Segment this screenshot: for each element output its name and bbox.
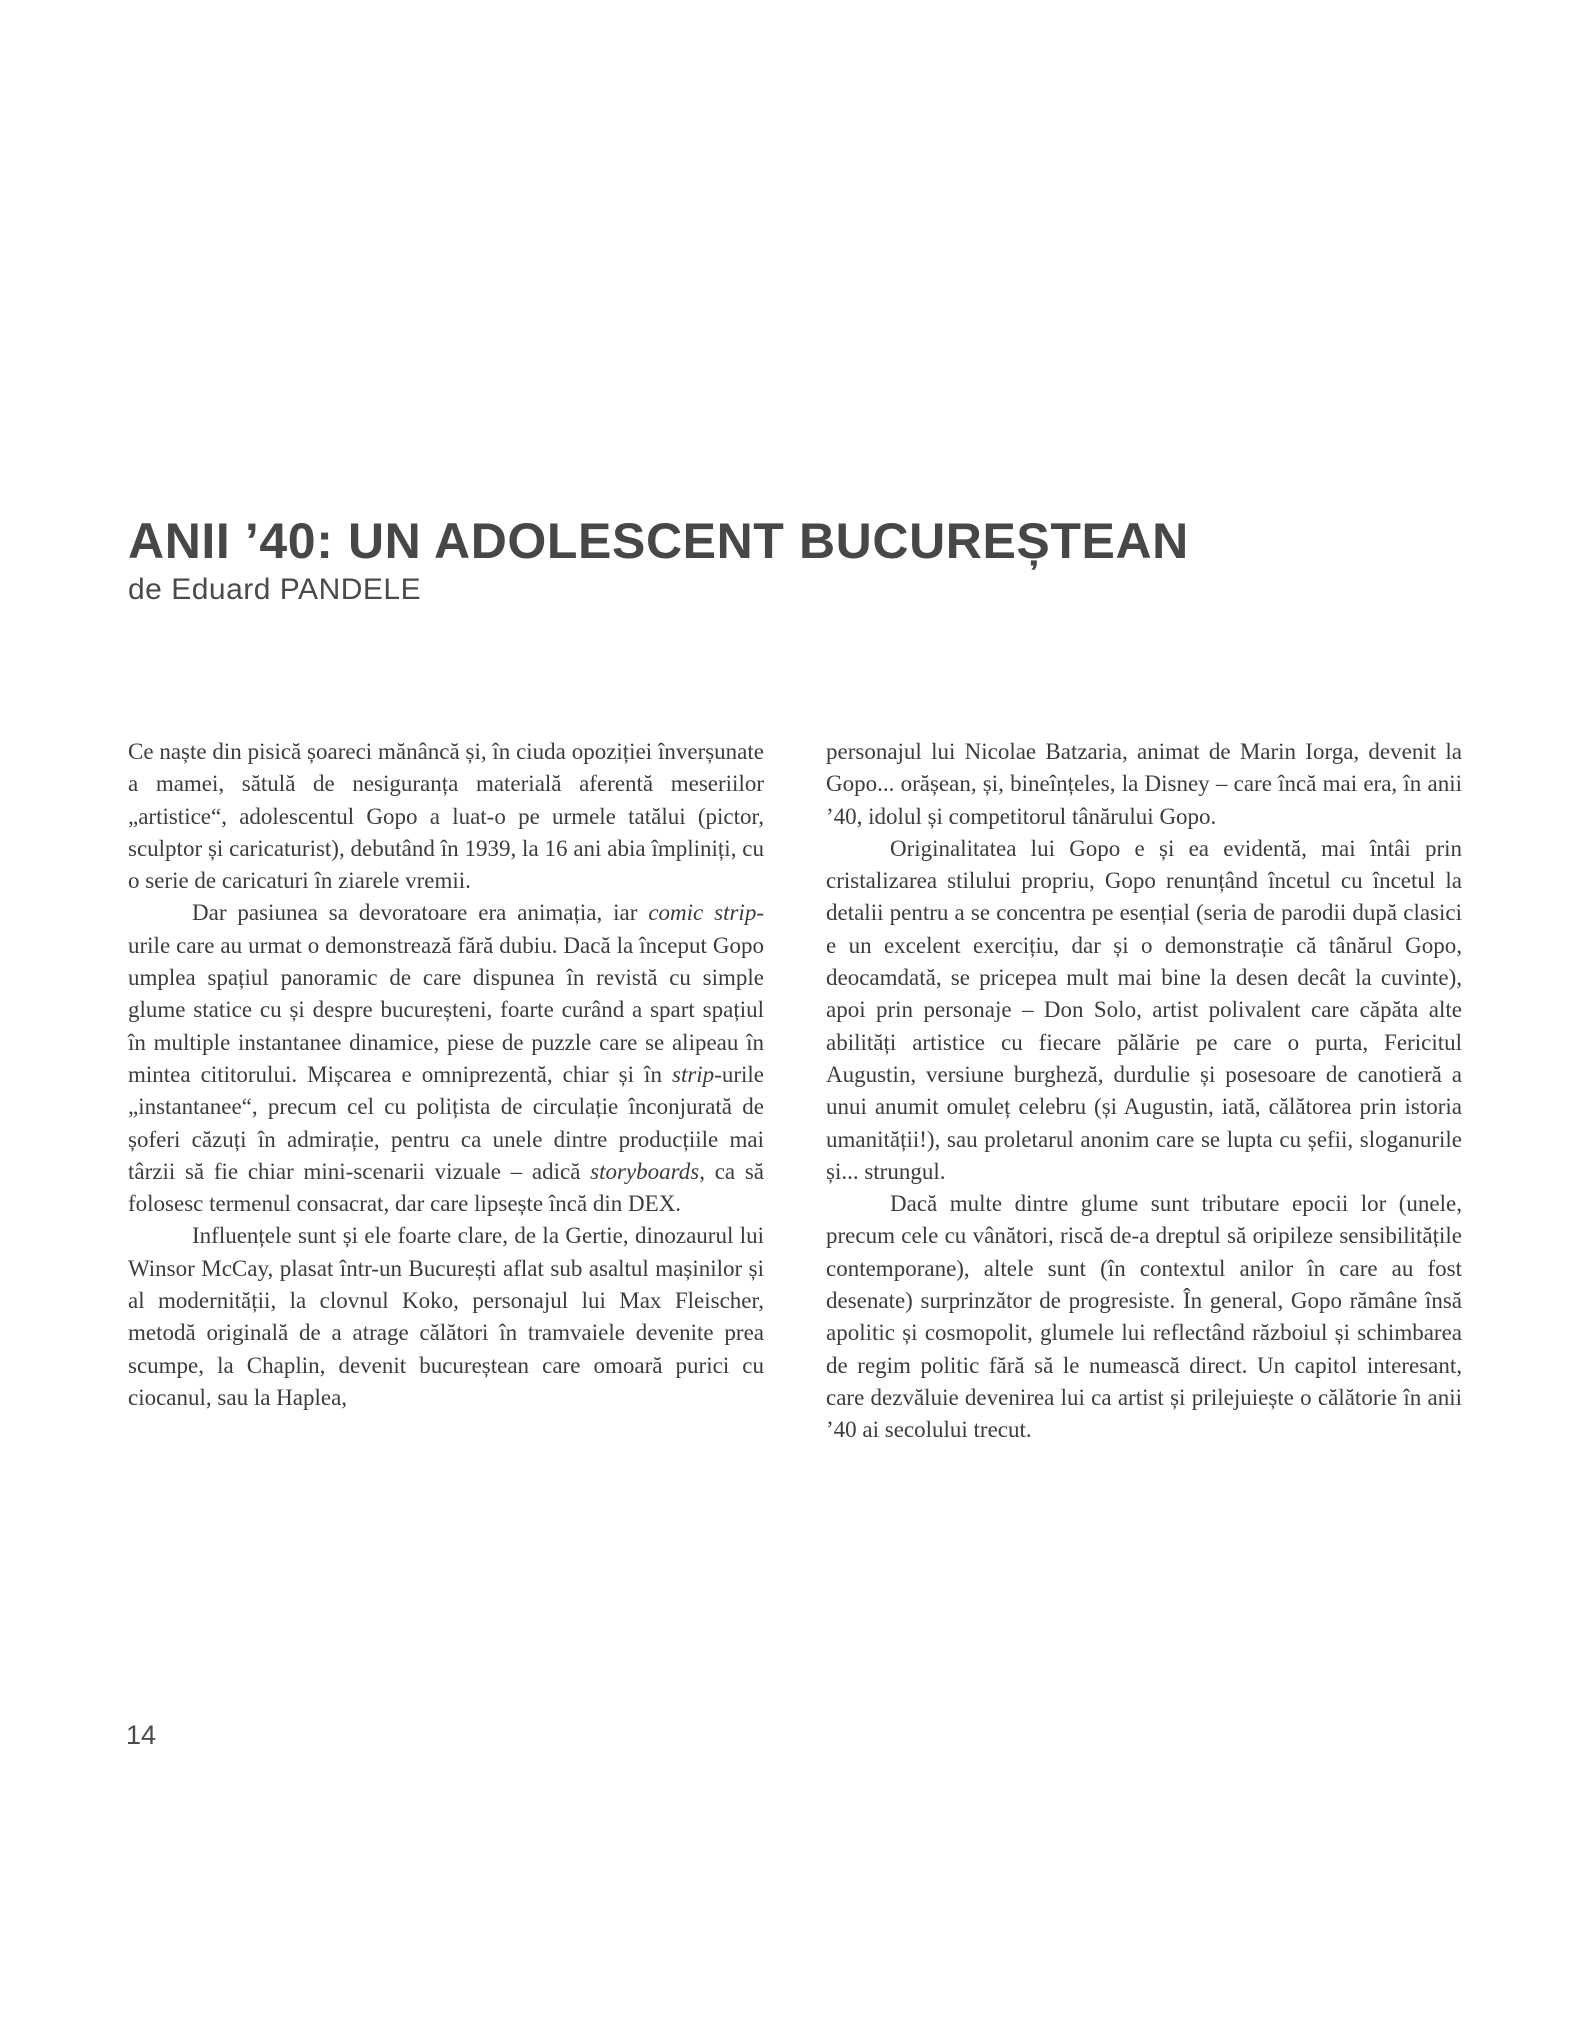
text-run: -urile „instantanee“, precum cel cu polițista de circulație înconjurată de șoferi căzuți în admirație, pentru ca unele dintre producțiile mai târzii să fie chiar mini-scenarii vizuale – adică xyxy=(128,1061,764,1184)
italic-term: storyboards xyxy=(590,1158,700,1184)
article-author: de Eduard PANDELE xyxy=(128,573,422,606)
text-run: , ca să folosesc termenul consacrat, dar care lipsește încă din DEX. xyxy=(128,1158,765,1217)
paragraph: Ce naște din pisică șoareci mănâncă și, în ciuda opoziției înverșunate a mamei, sătulă de nesiguranța materială aferentă meseriilor „artistice“, adolescentul Gopo a luat-o pe urmele tatălui (pictor, sculptor și caricaturist), debutând în 1939, la 16 ani abia împliniți, cu o serie de caricaturi în ziarele vremii. xyxy=(128,739,764,894)
article-title: ANII ’40: UN ADOLESCENT BUCUREȘTEAN xyxy=(128,513,1189,569)
italic-term: comic strip xyxy=(648,900,757,926)
text-run: -urile care au urmat o demonstrează fără dubiu. Dacă la început Gopo umplea spațiul panoramic de care dispunea în revistă cu simple glume statice cu și despre bucureșteni, foarte curând a spart spațiul în multiple instantanee dinamice, piese de puzzle care se alipeau în mintea cititorului. Mișcarea e omniprezentă, chiar și în xyxy=(128,900,764,1087)
italic-term: strip xyxy=(672,1061,715,1087)
paragraph: personajul lui Nicolae Batzaria, animat de Marin Iorga, devenit la Gopo... orășean, și, bineînțeles, la Disney – care încă mai era, în anii ’40, idolul și competitorul tânărului Gopo. xyxy=(826,739,1462,829)
text-column-left xyxy=(128,736,764,1414)
paragraph: Originalitatea lui Gopo e și ea evidentă, mai întâi prin cristalizarea stilului propriu, Gopo renunțând încetul cu încetul la detalii pentru a se concentra pe esențial (seria de parodii după clasici e un excelent exercițiu, dar și o demonstrație că tânărul Gopo, deocamdată, se pricepea mult mai bine la desen decât la cuvinte), apoi prin personaje – Don Solo, artist polivalent care căpăta alte abilități artistice cu fiecare pălărie pe care o purta, Fericitul Augustin, versiune burgheză, durdulie și posesoare de canotieră a unui anumit omuleț celebru (și Augustin, iată, călătorea prin istoria umanității!), sau proletarul anonim care se lupta cu șefii, sloganurile și... strungul. xyxy=(826,835,1462,1184)
paragraph xyxy=(128,897,764,1220)
page-number: 14 xyxy=(126,1720,157,1750)
title-block xyxy=(128,512,1478,610)
paragraph: Dacă multe dintre glume sunt tributare epocii lor (unele, precum cele cu vânători, riscă de-a dreptul să oripileze sensibilitățile contemporane), altele sunt (în contextul anilor în care au fost desenate) surprinzător de progresiste. În general, Gopo rămâne însă apolitic și cosmopolit, glumele lui reflectând războiul și schimbarea de regim politic fără să le numească direct. Un capitol interesant, care dezvăluie devenirea lui ca artist și prilejuiește o călătorie în anii ’40 ai secolului trecut. xyxy=(826,1191,1462,1443)
text-run: Dar pasiunea sa devoratoare era animația, iar xyxy=(192,900,649,926)
paragraph: Influențele sunt și ele foarte clare, de la Gertie, dinozaurul lui Winsor McCay, plasat într-un București aflat sub asaltul mașinilor și al modernității, la clovnul Koko, personajul lui Max Fleischer, metodă originală de a atrage călători în tramvaiele devenite prea scumpe, la Chaplin, devenit bucureștean care omoară purici cu ciocanul, sau la Haplea, xyxy=(128,1223,764,1410)
text-column-right xyxy=(826,736,1462,1447)
